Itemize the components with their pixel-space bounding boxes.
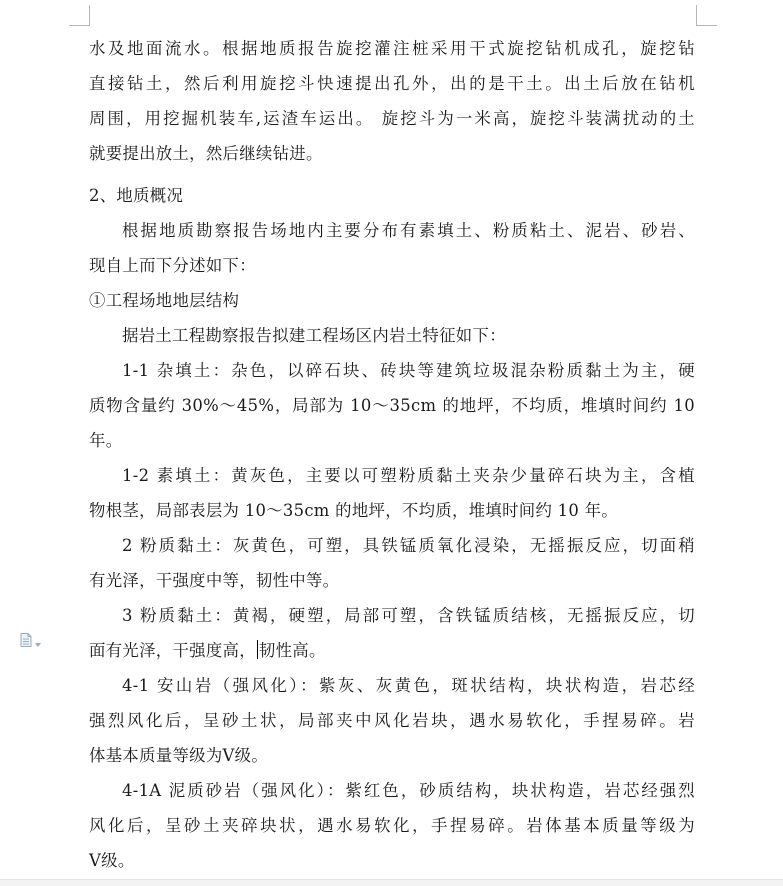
- text-line: 质物含量约 30%～45%，局部为 10～35cm 的地坪，不均质，堆填时间约 10: [89, 396, 695, 415]
- text-line: 4-1 安山岩（强风化）：紫灰、灰黄色，斑状结构，块状构造，岩芯经: [122, 676, 695, 695]
- paste-options-button[interactable]: [20, 633, 50, 649]
- paragraph-layer-1-2: [89, 458, 695, 528]
- document-paste-options-icon: [20, 632, 32, 651]
- text-line: 1-2 素填土：黄灰色，主要以可塑粉质黏土夹杂少量碎石块为主，含植: [122, 466, 695, 485]
- text-line: Ⅴ级。: [89, 851, 135, 870]
- text-line: 2 粉质黏土：灰黄色，可塑，具铁锰质氧化浸染，无摇振反应，切面稍: [122, 536, 695, 555]
- text-line: 风化后，呈砂土夹碎块状，遇水易软化，手捏易碎。岩体基本质量等级为: [89, 816, 695, 835]
- crop-mark-top-left: [69, 5, 90, 26]
- text-line: 现自上而下分述如下：: [89, 256, 256, 275]
- paragraph-layer-4-1: [89, 668, 695, 773]
- text-segment: 韧性高。: [258, 641, 326, 660]
- text-line: 直接钻土，然后利用旋挖斗快速提出孔外，出的是干土。出土后放在钻机: [89, 74, 695, 93]
- paragraph-layer-4-1a: [89, 773, 695, 878]
- text-line: 有光泽，干强度中等，韧性中等。: [89, 571, 340, 590]
- crop-mark-top-right: [696, 5, 717, 26]
- text-line: [89, 633, 695, 668]
- page-bottom-edge: [0, 879, 783, 886]
- paragraph-layer-1-1: [89, 353, 695, 458]
- text-cursor: [257, 640, 258, 659]
- text-segment: 面有光泽，干强度高，: [89, 641, 256, 660]
- paragraph-strata-intro: 据岩土工程勘察报告拟建工程场区内岩土特征如下：: [122, 326, 506, 345]
- paragraph-layer-2: [89, 528, 695, 598]
- paragraph-geology-overview: [89, 213, 695, 283]
- text-line: 3 粉质黏土：黄褐，硬塑，局部可塑，含铁锰质结核，无摇振反应，切: [122, 606, 695, 625]
- text-line: 1-1 杂填土：杂色，以碎石块、砖块等建筑垃圾混杂粉质黏土为主，硬: [122, 361, 695, 380]
- text-line: 体基本质量等级为Ⅴ级。: [89, 746, 269, 765]
- text-line: 物根茎，局部表层为 10～35cm 的地坪，不均质，堆填时间约 10 年。: [89, 501, 618, 520]
- subheading-strata-structure: ①工程场地地层结构: [89, 291, 240, 310]
- section-heading-geology: 2、地质概况: [89, 186, 184, 205]
- text-line: 强烈风化后，呈砂土状，局部夹中风化岩块，遇水易软化，手捏易碎。岩: [89, 711, 695, 730]
- paragraph-layer-3: [89, 598, 695, 668]
- text-line: 周围，用挖掘机装车,运渣车运出。 旋挖斗为一米高，旋挖斗装满扰动的土: [89, 109, 695, 128]
- paragraph-drilling-method: [89, 31, 695, 171]
- text-line: 水及地面流水。根据地质报告旋挖灌注桩采用干式旋挖钻机成孔，旋挖钻: [89, 39, 695, 58]
- document-body[interactable]: [89, 31, 695, 878]
- text-line: 年。: [89, 431, 123, 450]
- text-line: 4-1A 泥质砂岩（强风化）：紫红色，砂质结构，块状构造，岩芯经强烈: [122, 781, 695, 800]
- text-line: 就要提出放土，然后继续钻进。: [89, 144, 323, 163]
- text-line: 根据地质勘察报告场地内主要分布有素填土、粉质粘土、泥岩、砂岩、: [122, 221, 695, 240]
- chevron-down-icon: [35, 632, 41, 651]
